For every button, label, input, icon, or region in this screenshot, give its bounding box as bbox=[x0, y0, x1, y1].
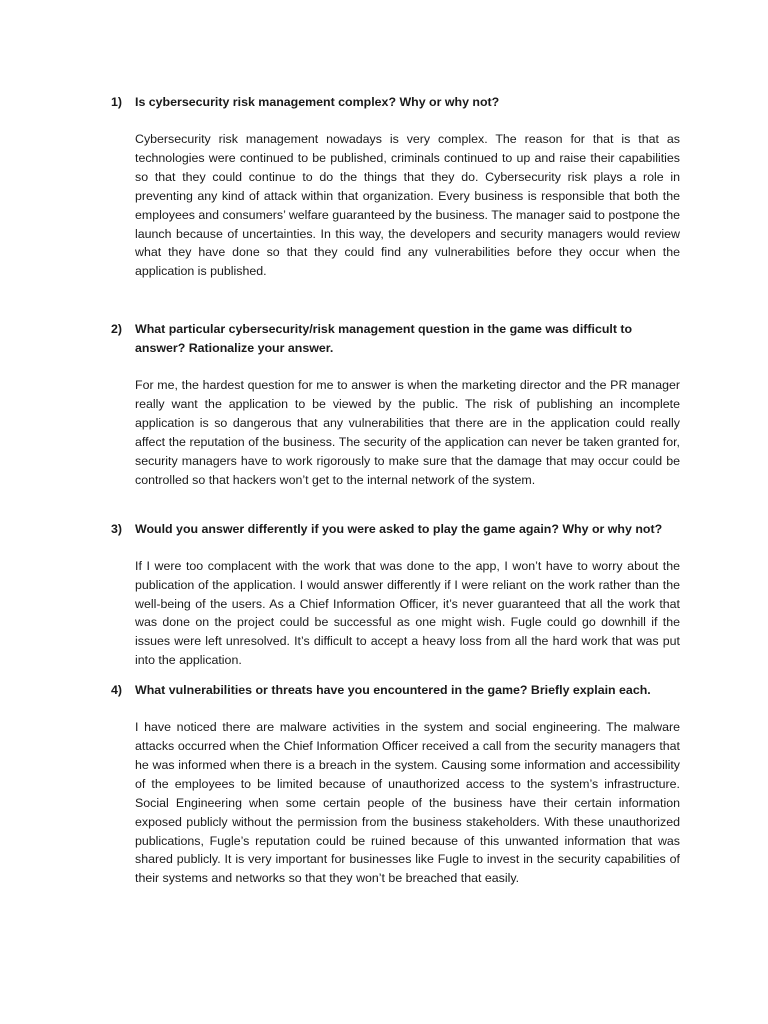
question-2-text: What particular cybersecurity/risk management question in the game was difficult to answer? Rationalize your answer. bbox=[135, 322, 633, 356]
answer-3: If I were too complacent with the work that was done to the app, I won’t have to worry about the publication of the application. I would answer differently if I were reliant on the work rather than the well-being of the users. As a Chief Information Officer, it’s never guaranteed that all the work that was done on the project could be successful as one might wish. Fugle could go downhill if the issues were left unresolved. It’s difficult to accept a heavy loss from all the hard work that was put into the application. bbox=[135, 558, 680, 668]
question-2-number: 2) bbox=[111, 322, 123, 337]
question-4-text: What vulnerabilities or threats have you encountered in the game? Briefly explain each. bbox=[135, 683, 651, 698]
question-1 bbox=[111, 93, 680, 112]
question-1-number: 1) bbox=[111, 95, 123, 109]
question-3-number: 3) bbox=[111, 521, 123, 536]
answer-4: I have noticed there are malware activities in the system and social engineering. The malware attacks occurred when the Chief Information Officer received a call from the security managers that he was informed when there is a breach in the system. Causing some information and accessibility of the employees to be limited because of unauthorized access to the system’s infrastructure. Social Engineering when some certain people of the business have their certain information exposed publicly without the permission from the business stakeholders. With these unauthorized publications, Fugle’s reputation could be ruined because of this unwanted information that was shared publicly. It is very important for businesses like Fugle to invest in the security capabilities of their systems and networks so that they won’t be breached that easily. bbox=[135, 720, 680, 886]
question-2 bbox=[111, 320, 680, 358]
question-4 bbox=[111, 681, 680, 700]
answer-2: For me, the hardest question for me to answer is when the marketing director and the PR manager really want the application to be viewed by the public. The risk of publishing an incomplete application is so dangerous that any vulnerabilities that there are in the application could really affect the reputation of the business. The security of the application can never be taken granted for, security managers have to work rigorously to make sure that the damage that may occur could be controlled so that hackers won’t get to the internal network of the system. bbox=[135, 378, 680, 487]
question-1-text: Is cybersecurity risk management complex? Why or why not? bbox=[135, 95, 500, 109]
question-4-number: 4) bbox=[111, 683, 123, 698]
question-3 bbox=[111, 520, 680, 539]
question-3-text: Would you answer differently if you were asked to play the game again? Why or why not? bbox=[135, 521, 663, 536]
answer-1: Cybersecurity risk management nowadays is very complex. The reason for that is that as technologies were continued to be published, criminals continued to up and raise their capabilities so that they could continue to do the things that they do. Cybersecurity risk plays a role in preventing any kind of attack within that organization. Every business is responsible that both the employees and consumers’ welfare guaranteed by the business. The manager said to postpone the launch because of uncertainties. In this way, the developers and security managers would review what they have done so that they could find any vulnerabilities before they occur when the application is published. bbox=[135, 132, 680, 279]
